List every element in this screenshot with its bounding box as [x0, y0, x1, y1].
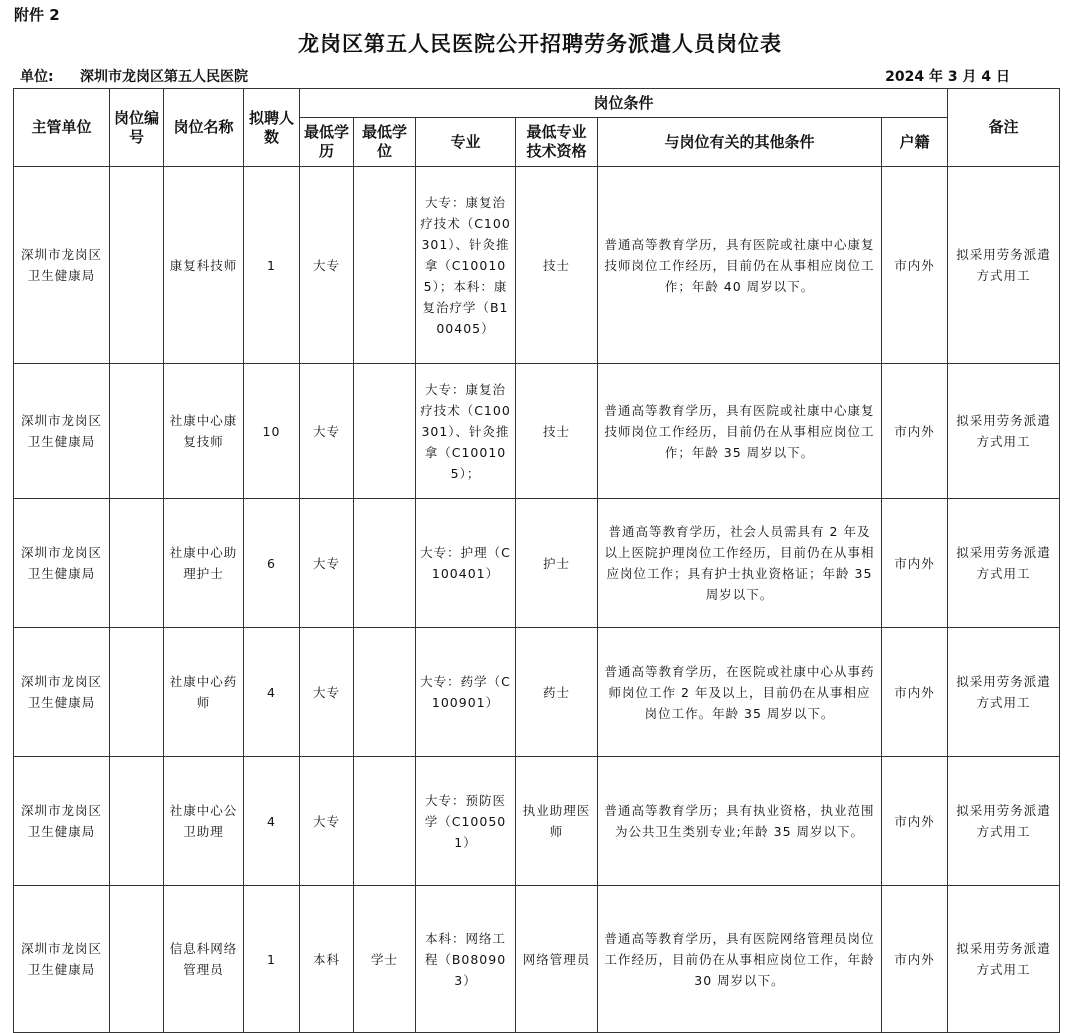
cell-other-conditions: 普通高等教育学历，具有医院网络管理员岗位工作经历，目前仍在从事相应岗位工作，年龄 30 周岁以下。: [598, 886, 882, 1033]
page-title: 龙岗区第五人民医院公开招聘劳务派遣人员岗位表: [298, 32, 782, 56]
cell-household: 市内外: [882, 628, 948, 757]
cell-min-degree: [354, 364, 416, 499]
cell-household: 市内外: [882, 167, 948, 364]
cell-major: 大专：康复治疗技术（C100301）、针灸推拿（C100105）；本科：康复治疗学（B100405）: [416, 167, 516, 364]
table-row: [14, 757, 1060, 886]
cell-remarks: 拟采用劳务派遣方式用工: [948, 757, 1060, 886]
cell-qualification: 执业助理医师: [516, 757, 598, 886]
cell-min-degree: [354, 757, 416, 886]
cell-other-conditions: 普通高等教育学历，社会人员需具有 2 年及以上医院护理岗位工作经历，目前仍在从事相应岗位工作；具有护士执业资格证；年龄 35 周岁以下。: [598, 499, 882, 628]
cell-qualification: 技士: [516, 167, 598, 364]
cell-quota: 4: [244, 628, 300, 757]
cell-other-conditions: 普通高等教育学历，具有医院或社康中心康复技师岗位工作经历，目前仍在从事相应岗位工作；年龄 35 周岁以下。: [598, 364, 882, 499]
cell-qualification: 护士: [516, 499, 598, 628]
cell-remarks: 拟采用劳务派遣方式用工: [948, 628, 1060, 757]
cell-post-code: [110, 886, 164, 1033]
cell-remarks: 拟采用劳务派遣方式用工: [948, 167, 1060, 364]
cell-post-code: [110, 499, 164, 628]
cell-authority: 深圳市龙岗区卫生健康局: [14, 499, 110, 628]
cell-post-name: 社康中心公卫助理: [164, 757, 244, 886]
col-header-conditions: 岗位条件: [300, 89, 948, 118]
cell-household: 市内外: [882, 757, 948, 886]
col-header-authority: 主管单位: [14, 89, 110, 167]
cell-min-education: 大专: [300, 628, 354, 757]
document-date: 2024 年 3 月 4 日: [885, 69, 1010, 85]
cell-min-degree: [354, 628, 416, 757]
job-positions-table: [13, 88, 1060, 1033]
cell-household: 市内外: [882, 499, 948, 628]
cell-min-degree: 学士: [354, 886, 416, 1033]
col-header-min-qualification: 最低专业技术资格: [516, 118, 598, 167]
unit-line: [20, 66, 1010, 86]
cell-quota: 4: [244, 757, 300, 886]
cell-quota: 6: [244, 499, 300, 628]
table-row: [14, 886, 1060, 1033]
cell-remarks: 拟采用劳务派遣方式用工: [948, 364, 1060, 499]
cell-min-education: 大专: [300, 757, 354, 886]
unit-label: 单位:: [20, 69, 54, 85]
cell-authority: 深圳市龙岗区卫生健康局: [14, 364, 110, 499]
cell-qualification: 药士: [516, 628, 598, 757]
table-row: [14, 364, 1060, 499]
cell-min-degree: [354, 167, 416, 364]
cell-major: 本科：网络工程（B080903）: [416, 886, 516, 1033]
cell-quota: 10: [244, 364, 300, 499]
cell-authority: 深圳市龙岗区卫生健康局: [14, 628, 110, 757]
table-row: [14, 167, 1060, 364]
col-header-post-name: 岗位名称: [164, 89, 244, 167]
cell-min-degree: [354, 499, 416, 628]
col-header-major: 专业: [416, 118, 516, 167]
cell-quota: 1: [244, 167, 300, 364]
cell-min-education: 大专: [300, 499, 354, 628]
cell-major: 大专：药学（C100901）: [416, 628, 516, 757]
cell-post-code: [110, 628, 164, 757]
cell-min-education: 本科: [300, 886, 354, 1033]
col-header-min-degree: 最低学位: [354, 118, 416, 167]
cell-authority: 深圳市龙岗区卫生健康局: [14, 886, 110, 1033]
cell-post-name: 信息科网络管理员: [164, 886, 244, 1033]
cell-min-education: 大专: [300, 364, 354, 499]
cell-other-conditions: 普通高等教育学历；具有执业资格，执业范围为公共卫生类别专业;年龄 35 周岁以下。: [598, 757, 882, 886]
cell-household: 市内外: [882, 364, 948, 499]
col-header-min-education: 最低学历: [300, 118, 354, 167]
col-header-other-conditions: 与岗位有关的其他条件: [598, 118, 882, 167]
cell-remarks: 拟采用劳务派遣方式用工: [948, 886, 1060, 1033]
cell-major: 大专：预防医学（C100501）: [416, 757, 516, 886]
cell-min-education: 大专: [300, 167, 354, 364]
col-header-remarks: 备注: [948, 89, 1060, 167]
header-row-1: [14, 89, 1060, 118]
cell-other-conditions: 普通高等教育学历，具有医院或社康中心康复技师岗位工作经历，目前仍在从事相应岗位工作；年龄 40 周岁以下。: [598, 167, 882, 364]
table-row: [14, 628, 1060, 757]
cell-household: 市内外: [882, 886, 948, 1033]
cell-quota: 1: [244, 886, 300, 1033]
unit-value: 深圳市龙岗区第五人民医院: [80, 69, 248, 85]
col-header-household: 户籍: [882, 118, 948, 167]
cell-post-name: 社康中心药师: [164, 628, 244, 757]
cell-qualification: 网络管理员: [516, 886, 598, 1033]
attachment-label: 附件 2: [14, 6, 60, 24]
cell-post-code: [110, 757, 164, 886]
cell-authority: 深圳市龙岗区卫生健康局: [14, 167, 110, 364]
cell-post-code: [110, 364, 164, 499]
cell-remarks: 拟采用劳务派遣方式用工: [948, 499, 1060, 628]
col-header-post-code: 岗位编号: [110, 89, 164, 167]
cell-authority: 深圳市龙岗区卫生健康局: [14, 757, 110, 886]
cell-post-code: [110, 167, 164, 364]
table-row: [14, 499, 1060, 628]
col-header-quota: 拟聘人数: [244, 89, 300, 167]
cell-major: 大专：护理（C100401）: [416, 499, 516, 628]
cell-post-name: 社康中心康复技师: [164, 364, 244, 499]
cell-post-name: 社康中心助理护士: [164, 499, 244, 628]
cell-major: 大专：康复治疗技术（C100301）、针灸推拿（C100105）；: [416, 364, 516, 499]
cell-qualification: 技士: [516, 364, 598, 499]
cell-other-conditions: 普通高等教育学历，在医院或社康中心从事药师岗位工作 2 年及以上，目前仍在从事相应岗位工作。年龄 35 周岁以下。: [598, 628, 882, 757]
cell-post-name: 康复科技师: [164, 167, 244, 364]
